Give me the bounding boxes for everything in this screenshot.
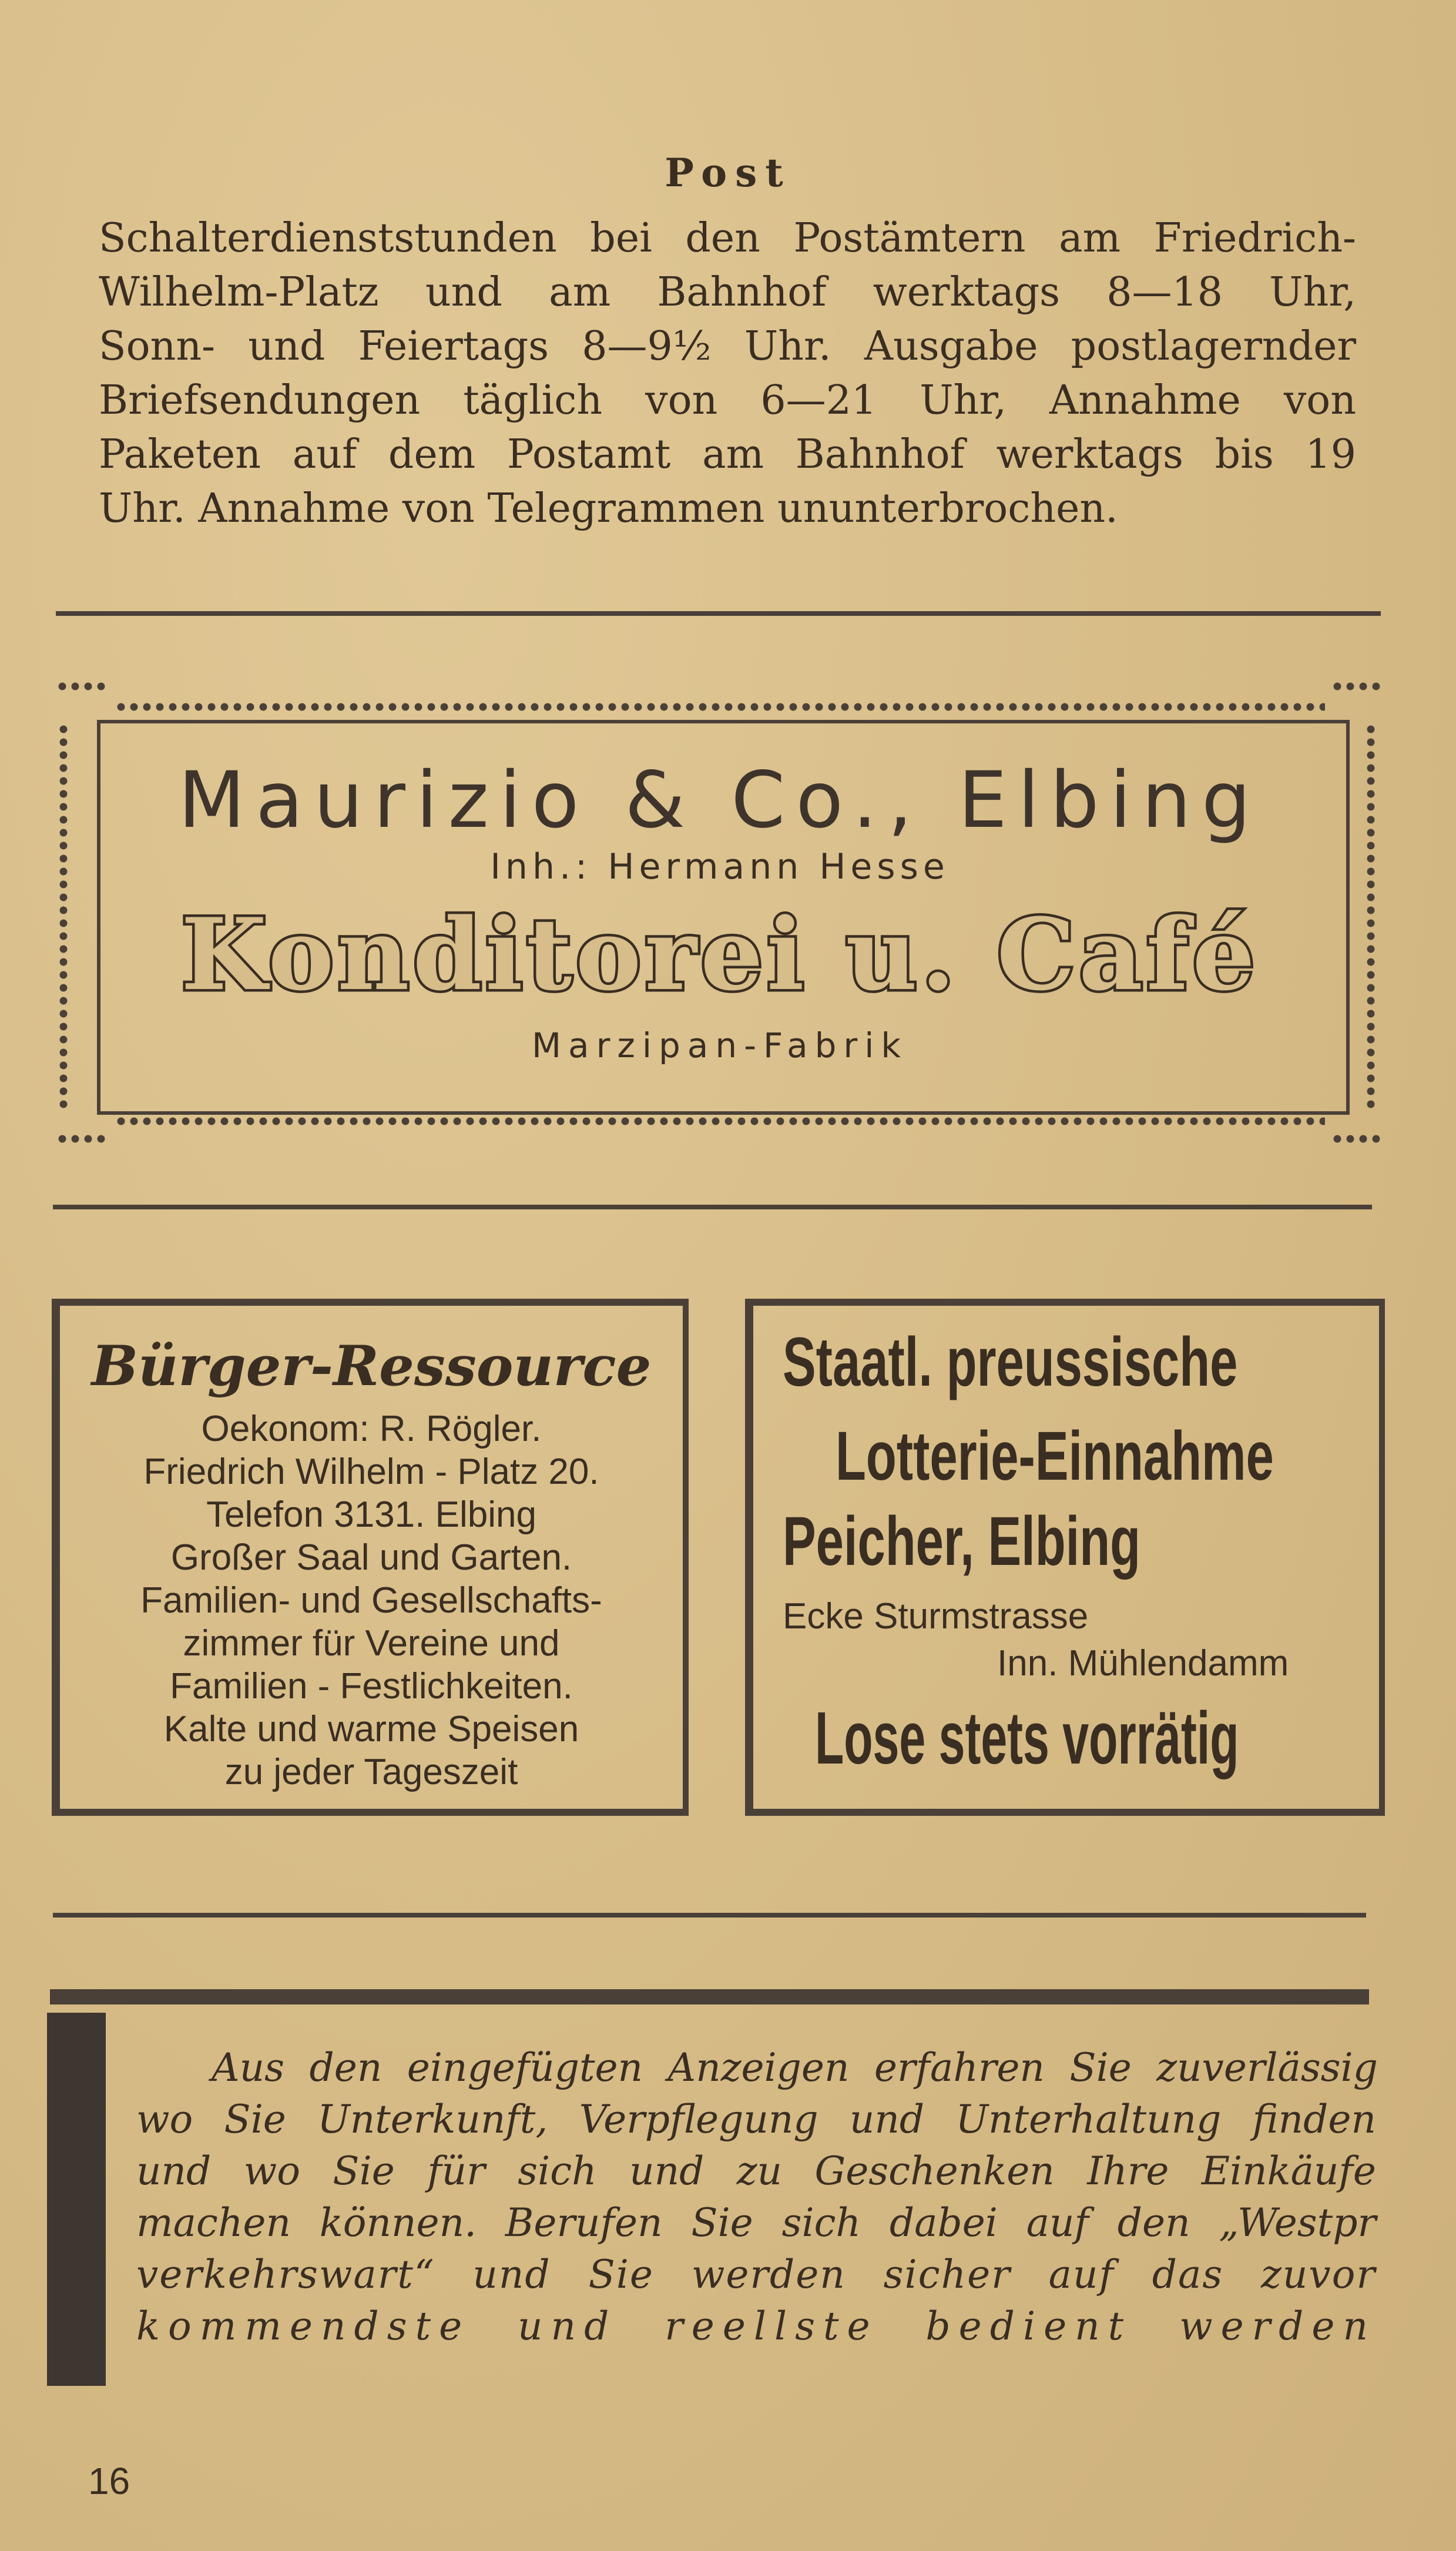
- dotted-border-left: [59, 723, 68, 1111]
- corner-ornament: [1331, 682, 1384, 691]
- address-line-2: Inn. Mühlendamm: [997, 1643, 1289, 1684]
- notice-bar-top: [50, 1989, 1369, 2004]
- business-subtitle: Marzipan-Fabrik: [532, 1025, 908, 1065]
- notice-line-4: machen können. Berufen Sie sich dabei auf den „Westpr: [136, 2200, 1376, 2245]
- post-text-line-6: Uhr. Annahme von Telegrammen ununterbrochen.: [99, 485, 1118, 532]
- post-text-line-1: Schalterdienststunden bei den Postämtern am Friedrich-: [99, 215, 1356, 262]
- ad-border-top: [745, 1299, 1385, 1306]
- owner-line: Inh.: Hermann Hesse: [490, 846, 950, 887]
- ad-line: Familien- und Gesellschafts-: [140, 1580, 602, 1621]
- dotted-border-bottom: [115, 1117, 1325, 1126]
- dotted-border-right: [1366, 723, 1376, 1111]
- ad-line: Großer Saal und Garten.: [170, 1537, 572, 1578]
- lotterie-line-1: Staatl. preussische: [783, 1323, 1238, 1401]
- notice-line-3: und wo Sie für sich und zu Geschenken Ihre Einkäufe: [136, 2148, 1376, 2194]
- post-text-line-2: Wilhelm-Platz und am Bahnhof werktags 8—18 Uhr,: [99, 269, 1356, 316]
- ad-title: Bürger-Ressource: [91, 1334, 652, 1399]
- ad-line: Oekonom: R. Rögler.: [201, 1409, 542, 1449]
- ad-line: Telefon 3131. Elbing: [206, 1494, 536, 1535]
- notice-line-2: wo Sie Unterkunft, Verpflegung und Unterhaltung finden: [136, 2097, 1376, 2142]
- ad-line: zu jeder Tageszeit: [224, 1752, 518, 1792]
- corner-ornament: [56, 682, 109, 691]
- notice-side-bar: [47, 2013, 106, 2386]
- ad-line: Kalte und warme Speisen: [163, 1709, 579, 1749]
- business-name: Konditorei u. Café: [180, 896, 1259, 1013]
- buerger-ressource-ad: [52, 1299, 689, 1816]
- lotterie-line-2: Lotterie-Einnahme: [836, 1417, 1274, 1495]
- divider-rule: [53, 1913, 1366, 1918]
- lotterie-slogan: Lose stets vorrätig: [815, 1697, 1239, 1779]
- divider-rule: [56, 611, 1381, 616]
- post-text-line-4: Briefsendungen täglich von 6—21 Uhr, Annahme von: [99, 377, 1356, 424]
- post-heading: Post: [665, 150, 791, 196]
- divider-rule: [53, 1205, 1372, 1209]
- ad-line: zimmer für Vereine und: [183, 1623, 560, 1664]
- ad-line: Friedrich Wilhelm - Platz 20.: [143, 1452, 599, 1492]
- lotterie-name: Peicher, Elbing: [783, 1503, 1141, 1580]
- post-text-line-3: Sonn- und Feiertags 8—9½ Uhr. Ausgabe postlagernder: [99, 323, 1356, 370]
- ad-line: Familien - Festlichkeiten.: [170, 1666, 573, 1707]
- address-line-1: Ecke Sturmstrasse: [783, 1596, 1089, 1637]
- company-name: Maurizio & Co., Elbing: [178, 755, 1262, 846]
- corner-ornament: [1331, 1134, 1384, 1144]
- post-text-line-5: Paketen auf dem Postamt am Bahnhof werktags bis 19: [99, 431, 1356, 478]
- corner-ornament: [56, 1134, 109, 1144]
- ad-border-bottom: [745, 1809, 1385, 1816]
- dotted-border-top: [115, 702, 1325, 712]
- notice-line-6: kommendste und reellste bedient werden: [136, 2304, 1376, 2349]
- ad-border-top: [52, 1299, 689, 1306]
- ad-border-bottom: [52, 1809, 689, 1816]
- notice-line-5: verkehrswart“ und Sie werden sicher auf das zuvor: [136, 2252, 1376, 2297]
- lotterie-ad: [745, 1299, 1385, 1816]
- page-number: 16: [88, 2460, 130, 2502]
- notice-line-1: Aus den eingefügten Anzeigen erfahren Sie zuverlässig: [212, 2045, 1378, 2090]
